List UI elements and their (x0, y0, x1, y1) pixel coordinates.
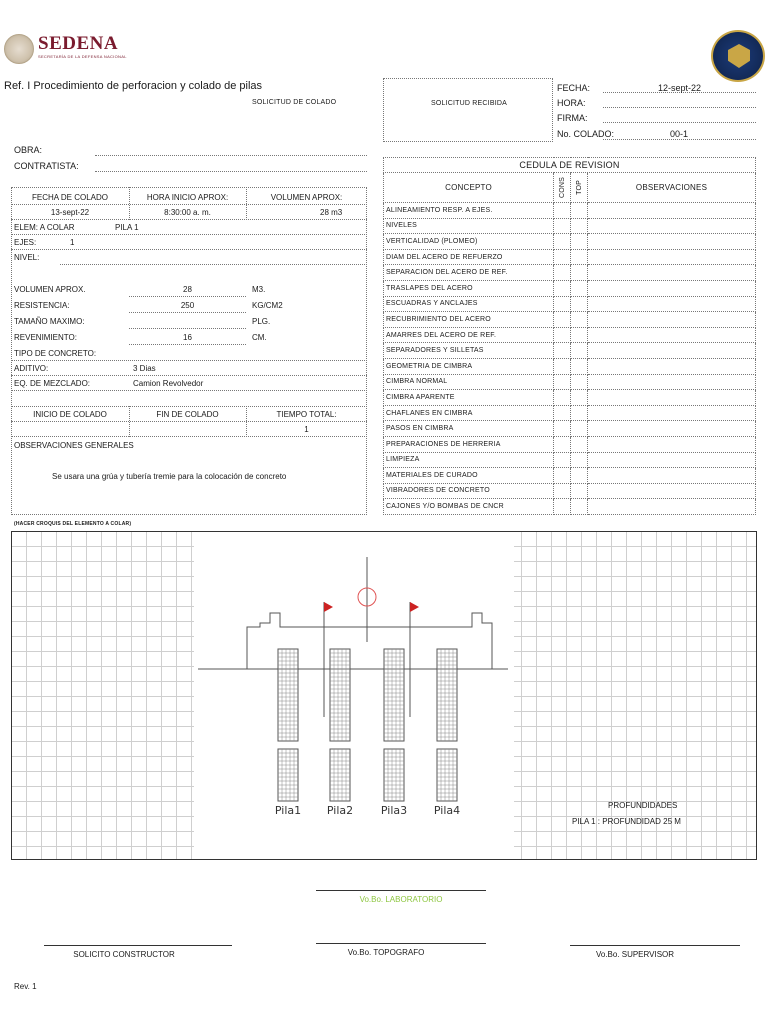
volumen-header: VOLUMEN APROX: (270, 193, 343, 202)
cedula-obs-cell[interactable] (588, 436, 756, 452)
cedula-row (384, 265, 756, 281)
cedula-concepto: VIBRADORES DE CONCRETO (384, 483, 554, 499)
obra-label: OBRA: (14, 145, 43, 155)
brand-subtitle: SECRETARÍA DE LA DEFENSA NACIONAL (38, 54, 127, 59)
laboratorio-line (316, 890, 486, 891)
nivel-label: NIVEL: (14, 253, 40, 262)
observaciones-label: OBSERVACIONES GENERALES (14, 441, 134, 450)
hora-label: HORA: (557, 98, 586, 108)
cedula-top-cell[interactable] (571, 358, 588, 374)
cedula-cons-cell[interactable] (554, 358, 571, 374)
cedula-cons-cell[interactable] (554, 296, 571, 312)
no-colado-label: No. COLADO: (557, 129, 615, 139)
cedula-top-cell[interactable] (571, 374, 588, 390)
cedula-row (384, 405, 756, 421)
spec-unit: M3. (252, 285, 266, 294)
pile-label: Pila1 (274, 804, 302, 817)
col-concepto: CONCEPTO (384, 173, 554, 203)
cedula-obs-cell[interactable] (588, 265, 756, 281)
cedula-concepto: CHAFLANES EN CIMBRA (384, 405, 554, 421)
document-title: Ref. I Procedimiento de perforacion y colado de pilas (4, 80, 263, 92)
hora-field[interactable] (603, 107, 756, 108)
cedula-obs-cell[interactable] (588, 327, 756, 343)
cedula-concepto: NIVELES (384, 218, 554, 234)
cedula-top-cell[interactable] (571, 436, 588, 452)
cedula-obs-cell[interactable] (588, 421, 756, 437)
cedula-top-cell[interactable] (571, 390, 588, 406)
cedula-top-cell[interactable] (571, 452, 588, 468)
cedula-row (384, 218, 756, 234)
divider (129, 328, 246, 329)
cedula-concepto: CIMBRA APARENTE (384, 390, 554, 406)
cedula-row (384, 343, 756, 359)
solicitud-colado-label: SOLICITUD DE COLADO (252, 99, 337, 106)
cedula-top-cell[interactable] (571, 234, 588, 250)
eq-mezclado-label: EQ. DE MEZCLADO: (14, 379, 91, 388)
cedula-cons-cell[interactable] (554, 405, 571, 421)
tiempo-total-header: TIEMPO TOTAL: (276, 410, 337, 419)
cedula-concepto: LIMPIEZA (384, 452, 554, 468)
cedula-concepto: CIMBRA NORMAL (384, 374, 554, 390)
contratista-label: CONTRATISTA: (14, 161, 79, 171)
sketch-caption: (HACER CROQUIS DEL ELEMENTO A COLAR) (14, 521, 132, 527)
revision-label: Rev. 1 (14, 982, 37, 991)
cedula-top-cell[interactable] (571, 265, 588, 281)
cedula-cons-cell[interactable] (554, 312, 571, 328)
fecha-colado-value[interactable]: 13-sept-22 (50, 208, 90, 217)
cedula-obs-cell[interactable] (588, 203, 756, 219)
cedula-concepto: RECUBRIMIENTO DEL ACERO (384, 312, 554, 328)
cedula-obs-cell[interactable] (588, 483, 756, 499)
cedula-obs-cell[interactable] (588, 234, 756, 250)
cedula-row (384, 280, 756, 296)
fecha-colado-header: FECHA DE COLADO (31, 193, 108, 202)
cedula-top-cell[interactable] (571, 405, 588, 421)
sketch-grid (11, 531, 757, 860)
fin-colado-header: FIN DE COLADO (156, 410, 219, 419)
cedula-row (384, 421, 756, 437)
divider (129, 296, 246, 297)
observaciones-text[interactable]: Se usara una grúa y tubería tremie para la colocación de concreto (52, 472, 287, 481)
elem-label: ELEM: A COLAR (14, 223, 75, 232)
cedula-top-cell[interactable] (571, 280, 588, 296)
inicio-colado-header: INICIO DE COLADO (33, 410, 107, 419)
cedula-obs-cell[interactable] (588, 452, 756, 468)
seal-icon (4, 34, 34, 64)
cedula-obs-cell[interactable] (588, 343, 756, 359)
topografo-line (316, 943, 486, 944)
nivel-field[interactable] (60, 264, 367, 265)
cedula-row (384, 499, 756, 515)
divider (129, 312, 246, 313)
spec-unit: KG/CM2 (252, 301, 283, 310)
spec-label: RESISTENCIA: (14, 301, 70, 310)
laboratorio-signature[interactable]: Vo.Bo. LABORATORIO (359, 895, 443, 904)
supervisor-signature[interactable]: Vo.Bo. SUPERVISOR (595, 950, 675, 959)
cedula-obs-cell[interactable] (588, 468, 756, 484)
spec-label: VOLUMEN APROX. (14, 285, 86, 294)
tiempo-total-value[interactable]: 1 (304, 425, 309, 434)
cedula-top-cell[interactable] (571, 296, 588, 312)
cedula-row (384, 374, 756, 390)
spec-value[interactable]: 250 (180, 301, 195, 310)
pile-label: Pila3 (380, 804, 408, 817)
cedula-row (384, 327, 756, 343)
cedula-top-cell[interactable] (571, 218, 588, 234)
cedula-top-cell[interactable] (571, 343, 588, 359)
cedula-row (384, 358, 756, 374)
cedula-obs-cell[interactable] (588, 499, 756, 515)
drawing-background (194, 532, 514, 859)
firma-field[interactable] (603, 122, 756, 123)
cedula-cons-cell[interactable] (554, 234, 571, 250)
cedula-obs-cell[interactable] (588, 218, 756, 234)
contratista-field[interactable] (95, 171, 367, 172)
cedula-cons-cell[interactable] (554, 218, 571, 234)
cedula-concepto: VERTICALIDAD (PLOMEO) (384, 234, 554, 250)
cedula-obs-cell[interactable] (588, 296, 756, 312)
elem-value[interactable]: PILA 1 (115, 223, 139, 232)
cedula-concepto: GEOMETRIA DE CIMBRA (384, 358, 554, 374)
cedula-row (384, 452, 756, 468)
cedula-concepto: TRASLAPES DEL ACERO (384, 280, 554, 296)
cedula-obs-cell[interactable] (588, 280, 756, 296)
obra-field[interactable] (95, 155, 367, 156)
cedula-cons-cell[interactable] (554, 265, 571, 281)
pile-label: Pila2 (326, 804, 354, 817)
cedula-cons-cell[interactable] (554, 499, 571, 515)
divider (129, 344, 246, 345)
fecha-label: FECHA: (557, 83, 591, 93)
cedula-concepto: ALINEAMIENTO RESP. A EJES. (384, 203, 554, 219)
cedula-cons-cell[interactable] (554, 436, 571, 452)
cedula-row (384, 203, 756, 219)
divider (11, 360, 367, 361)
cedula-cons-cell[interactable] (554, 249, 571, 265)
cedula-obs-cell[interactable] (588, 249, 756, 265)
supervisor-line (570, 945, 740, 946)
cedula-cons-cell[interactable] (554, 327, 571, 343)
cedula-cons-cell[interactable] (554, 390, 571, 406)
cedula-top-cell[interactable] (571, 421, 588, 437)
solicitud-recibida-box (383, 78, 553, 142)
cedula-table (383, 157, 756, 515)
eq-mezclado-value[interactable]: Camion Revolvedor (133, 379, 204, 388)
cedula-row (384, 468, 756, 484)
cedula-cons-cell[interactable] (554, 483, 571, 499)
firma-label: FIRMA: (557, 113, 588, 123)
military-emblem-icon (711, 30, 765, 82)
profundidad-text: PILA 1 : PROFUNDIDAD 25 M (572, 817, 681, 826)
spec-unit: PLG. (252, 317, 271, 326)
divider (11, 234, 367, 235)
cedula-obs-cell[interactable] (588, 358, 756, 374)
cedula-obs-cell[interactable] (588, 405, 756, 421)
hora-inicio-value[interactable]: 8:30:00 a. m. (164, 208, 211, 217)
aditivo-label: ADITIVO: (14, 364, 49, 373)
cedula-concepto: DIAM DEL ACERO DE REFUERZO (384, 249, 554, 265)
cedula-row (384, 296, 756, 312)
cedula-title: CEDULA DE REVISION (384, 158, 756, 173)
aditivo-value[interactable]: 3 Dias (133, 364, 156, 373)
cedula-cons-cell[interactable] (554, 203, 571, 219)
cedula-concepto: CAJONES Y/O BOMBAS DE CNCR (384, 499, 554, 515)
cedula-cons-cell[interactable] (554, 280, 571, 296)
cedula-cons-cell[interactable] (554, 374, 571, 390)
cedula-concepto: SEPARADORES Y SILLETAS (384, 343, 554, 359)
divider (11, 375, 367, 376)
cedula-obs-cell[interactable] (588, 374, 756, 390)
spec-unit: CM. (252, 333, 267, 342)
cedula-top-cell[interactable] (571, 249, 588, 265)
no-colado-value[interactable]: 00-1 (670, 129, 689, 139)
volumen-value[interactable]: 28 m3 (320, 208, 343, 217)
solicitud-recibida-label: SOLICITUD RECIBIDA (431, 100, 507, 107)
cedula-top-cell[interactable] (571, 468, 588, 484)
cedula-row (384, 483, 756, 499)
divider (246, 187, 247, 220)
cedula-row (384, 249, 756, 265)
cedula-concepto: PREPARACIONES DE HERRERIA (384, 436, 554, 452)
cedula-top-cell[interactable] (571, 203, 588, 219)
cedula-concepto: MATERIALES DE CURADO (384, 468, 554, 484)
cedula-cons-cell[interactable] (554, 452, 571, 468)
cedula-top-cell[interactable] (571, 483, 588, 499)
spec-label: REVENIMIENTO: (14, 333, 77, 342)
fecha-value[interactable]: 12-sept-22 (658, 83, 702, 93)
pile-label: Pila4 (433, 804, 461, 817)
cedula-obs-cell[interactable] (588, 390, 756, 406)
cedula-cons-cell[interactable] (554, 343, 571, 359)
cedula-concepto: PASOS EN CIMBRA (384, 421, 554, 437)
divider (11, 204, 367, 205)
col-top (571, 173, 588, 203)
cedula-cons-cell[interactable] (554, 421, 571, 437)
divider (11, 421, 367, 422)
cedula-concepto: SEPARACION DEL ACERO DE REF. (384, 265, 554, 281)
constructor-signature[interactable]: SOLICITO CONSTRUCTOR (73, 950, 175, 959)
col-observaciones: OBSERVACIONES (588, 173, 756, 203)
ejes-label: EJES: (14, 238, 37, 247)
cedula-body (384, 203, 756, 515)
cedula-top-cell[interactable] (571, 499, 588, 515)
divider (11, 219, 367, 220)
cedula-obs-cell[interactable] (588, 312, 756, 328)
topografo-signature[interactable]: Vo.Bo. TOPOGRAFO (347, 948, 425, 957)
cedula-row (384, 390, 756, 406)
tipo-concreto-label: TIPO DE CONCRETO: (14, 349, 97, 358)
spec-label: TAMAÑO MAXIMO: (14, 317, 85, 326)
no-colado-line (603, 139, 756, 140)
spec-value[interactable]: 28 (183, 285, 192, 294)
ejes-value[interactable]: 1 (70, 238, 75, 247)
col-top-label: TOP (575, 180, 583, 195)
cedula-row (384, 312, 756, 328)
spec-value[interactable]: 16 (183, 333, 192, 342)
divider (11, 249, 367, 250)
cedula-row (384, 436, 756, 452)
profundidades-title: PROFUNDIDADES (608, 801, 678, 810)
hora-inicio-header: HORA INICIO APROX: (146, 193, 229, 202)
cedula-top-cell[interactable] (571, 312, 588, 328)
constructor-line (44, 945, 232, 946)
brand-logo: SEDENA (38, 33, 119, 54)
col-cons-label: CONS (558, 176, 566, 199)
cedula-concepto: ESCUADRAS Y ANCLAJES (384, 296, 554, 312)
divider (11, 406, 367, 407)
cedula-concepto: AMARRES DEL ACERO DE REF. (384, 327, 554, 343)
divider (11, 390, 367, 391)
cedula-row (384, 234, 756, 250)
cedula-cons-cell[interactable] (554, 468, 571, 484)
col-cons (554, 173, 571, 203)
cedula-top-cell[interactable] (571, 327, 588, 343)
divider (11, 436, 367, 437)
